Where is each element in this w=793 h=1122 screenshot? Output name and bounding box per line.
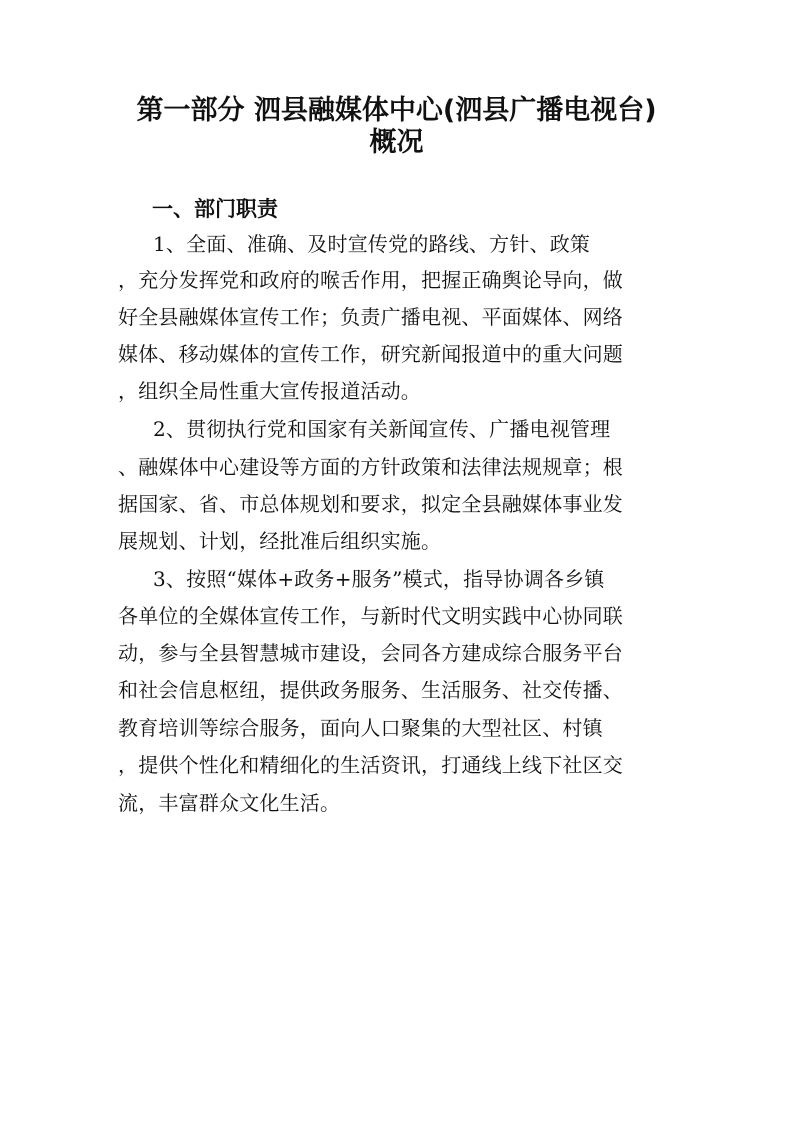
paragraph-3-line: 3、按照“媒体+政务+服务”模式，指导协调各乡镇 [153, 567, 605, 591]
paragraph-2-line: 据国家、省、市总体规划和要求，拟定全县融媒体事业发 [118, 492, 623, 516]
paragraph-2-line: 展规划、计划，经批准后组织实施。 [118, 529, 442, 553]
paragraph-3-line: ，提供个性化和精细化的生活资讯，打通线上线下社区交 [118, 753, 623, 777]
paragraph-1-line: 好全县融媒体宣传工作；负责广播电视、平面媒体、网络 [118, 305, 623, 329]
paragraph-2-line: 、融媒体中心建设等方面的方针政策和法律法规规章；根 [118, 455, 623, 479]
paragraph-1-line: ，充分发挥党和政府的喉舌作用，把握正确舆论导向，做 [118, 268, 623, 292]
paragraph-3-line: 动，参与全县智慧城市建设，会同各方建成综合服务平台 [118, 641, 623, 665]
paragraph-1-line: ，组织全局性重大宣传报道活动。 [118, 379, 421, 403]
paragraph-2-line: 2、贯彻执行党和国家有关新闻宣传、广播电视管理 [153, 417, 611, 441]
document-title-line-1: 第一部分 泗县融媒体中心(泗县广播电视台) [136, 95, 657, 126]
section-heading: 一、部门职责 [152, 197, 278, 221]
paragraph-3-line: 教育培训等综合服务，面向人口聚集的大型社区、村镇 [118, 716, 603, 740]
paragraph-1-line: 1、全面、准确、及时宣传党的路线、方针、政策 [153, 232, 591, 256]
document-title-line-2: 概况 [369, 127, 424, 158]
paragraph-1-line: 媒体、移动媒体的宣传工作，研究新闻报道中的重大问题 [118, 342, 623, 366]
paragraph-3-line: 各单位的全媒体宣传工作，与新时代文明实践中心协同联 [118, 604, 623, 628]
paragraph-3-line: 和社会信息枢纽，提供政务服务、生活服务、社交传播、 [118, 678, 623, 702]
paragraph-3-line: 流，丰富群众文化生活。 [118, 791, 341, 815]
